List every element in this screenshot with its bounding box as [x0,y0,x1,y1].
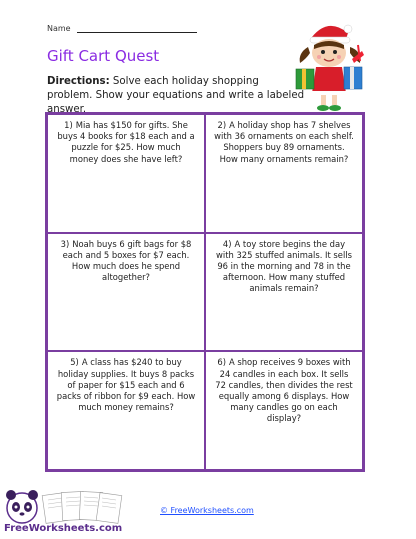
problem-cell [47,233,205,352]
problem-number: 3) [60,238,70,249]
logo-text: FreeWorksheets.com [4,523,123,534]
problem-cell [47,351,205,470]
problem-text: Mia has $150 for gifts. She buys 4 books for $18 each and a puzzle for $25. How much money does she have left? [57,120,195,164]
problem-text: A toy store begins the day with 325 stuffed animals. It sells 96 in the morning and 78 in the afternoon. How many stuffed animals remain? [216,238,352,294]
problem-cell [205,114,363,233]
problem-number: 1) [64,120,73,130]
problem-text: A holiday shop has 7 shelves with 36 ornaments on each shelf. Shoppers buy 89 ornaments. How many ornaments remain? [214,120,354,164]
problem-cell [205,351,363,470]
worksheet-title: Gift Cart Quest [47,47,160,65]
name-label: Name [47,24,71,33]
problem-text: A class has $240 to buy holiday supplies. It buys 8 packs of paper for $15 each and 6 packs of ribbon for $9 each. How much money remains? [56,357,196,413]
directions-label: Directions: [47,76,110,87]
problem-grid [45,112,365,472]
name-blank-line[interactable] [77,24,197,33]
problem-text: Noah buys 6 gift bags for $8 each and 5 boxes for $7 each. How much does he spend altogether? [62,238,192,283]
problem-text: A shop receives 9 boxes with 24 candles in each box. It sells 72 candles, then divides the rest equally among 6 displays. How many candles go on each display? [215,357,353,424]
problem-number: 5) [70,357,79,368]
problem-number: 2) [217,120,227,130]
problem-cell [47,114,205,233]
copyright-link[interactable]: © FreeWorksheets.com [160,506,254,515]
problem-number: 4) [222,238,232,249]
directions [47,75,307,117]
christmas-girl-illustration [290,15,370,113]
directions-text: Solve each holiday shopping problem. Show your equations and write a labeled answer. [47,76,305,115]
problem-cell [205,233,363,352]
problem-number: 6) [217,357,226,368]
name-field-row [47,24,197,33]
